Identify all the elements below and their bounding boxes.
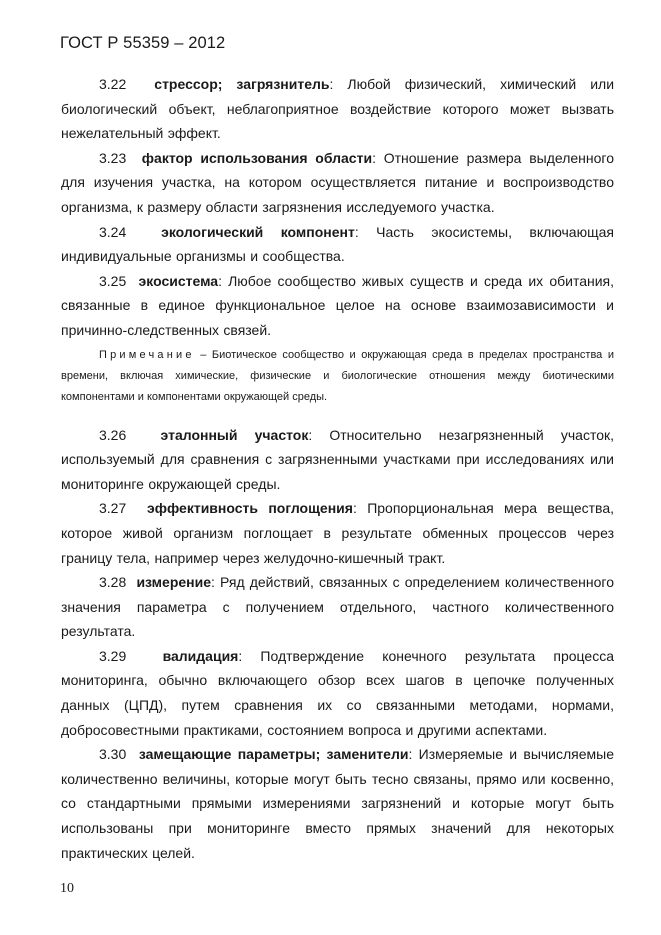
- page-number: 10: [60, 881, 74, 896]
- term-number: 3.26: [99, 426, 127, 443]
- term-title: фактор использования области: [141, 149, 373, 166]
- term-entry-3-28: [61, 570, 614, 644]
- term-number: 3.30: [99, 746, 127, 763]
- document-body: [61, 72, 614, 865]
- term-number: 3.28: [99, 574, 127, 591]
- term-title: стрессор; загрязнитель: [154, 76, 330, 92]
- document-header: ГОСТ Р 55359 – 2012: [60, 34, 226, 52]
- term-definition: : Измеряемые и вычисляемые количественно величины, которые могут быть тесно связаны, прямо или косвенно, со стандартными прямыми измерениями загрязнений и которые могут быть использованы при мониторинге вместо прямых значений для некоторых практических целей.: [61, 746, 615, 861]
- term-entry-3-25: [61, 269, 614, 343]
- term-definition: : Отношение размера выделенного для изучения участка, на котором осуществляется питание и воспроизводство организма, к размеру области загрязнения исследуемого участка.: [61, 149, 615, 215]
- term-title: экосистема: [138, 272, 219, 289]
- term-entry-3-23: [61, 146, 614, 220]
- term-definition: : Ряд действий, связанных с определением количественного значения параметра с получением отдельного, частного количественного результата.: [61, 574, 615, 640]
- note-text: – Биотическое сообщество и окружающая среда в пределах пространства и времени, включая химические, физические и биологические отношения между биотическими компонентами и компонентами окружающей среды.: [61, 348, 614, 403]
- term-entry-3-24: [61, 220, 614, 269]
- term-definition: : Часть экосистемы, включающая индивидуальные организмы и сообщества.: [61, 223, 614, 265]
- term-number: 3.22: [99, 76, 127, 92]
- term-title: измерение: [136, 574, 211, 591]
- note-label: Примечание: [99, 348, 195, 361]
- term-definition: : Относительно незагрязненный участок, используемый для сравнения с загрязненными участками при исследованиях или мониторинге окружающей среды.: [61, 426, 615, 492]
- term-number: 3.27: [99, 500, 127, 517]
- term-entry-3-29: [61, 644, 614, 742]
- note-paragraph: [61, 345, 614, 408]
- term-number: 3.29: [99, 647, 127, 664]
- term-entry-3-26: [61, 423, 614, 497]
- term-entry-3-22: [61, 72, 614, 146]
- term-title: эффективность поглощения: [147, 500, 353, 517]
- term-number: 3.25: [99, 272, 127, 289]
- term-entry-3-30: [61, 742, 614, 865]
- term-number: 3.24: [99, 223, 127, 240]
- term-definition: : Любое сообщество живых существ и среда их обитания, связанные в единое функциональное целое на основе взаимозависимости и причинно-следственных связей.: [61, 272, 615, 338]
- term-title: валидация: [162, 647, 239, 664]
- term-entry-3-27: [61, 496, 614, 570]
- term-title: экологический компонент: [161, 223, 355, 240]
- term-definition: : Пропорциональная мера вещества, которое живой организм поглощает в результате обменных процессов через границу тела, например через желудочно-кишечный тракт.: [61, 500, 614, 566]
- term-title: эталонный участок: [160, 426, 309, 443]
- term-number: 3.23: [99, 149, 127, 166]
- term-definition: : Любой физический, химический или биологический объект, неблагоприятное воздействие которого может вызвать нежелательный эффект.: [61, 76, 615, 142]
- term-title: замещающие параметры; заменители: [138, 746, 409, 763]
- term-definition: : Подтверждение конечного результата процесса мониторинга, обычно включающего обзор всех шагов в цепочке полученных данных (ЦПД), путем сравнения их со связанными методами, нормами, добросовестными практиками, состоянием вопроса и другими аспектами.: [61, 647, 614, 738]
